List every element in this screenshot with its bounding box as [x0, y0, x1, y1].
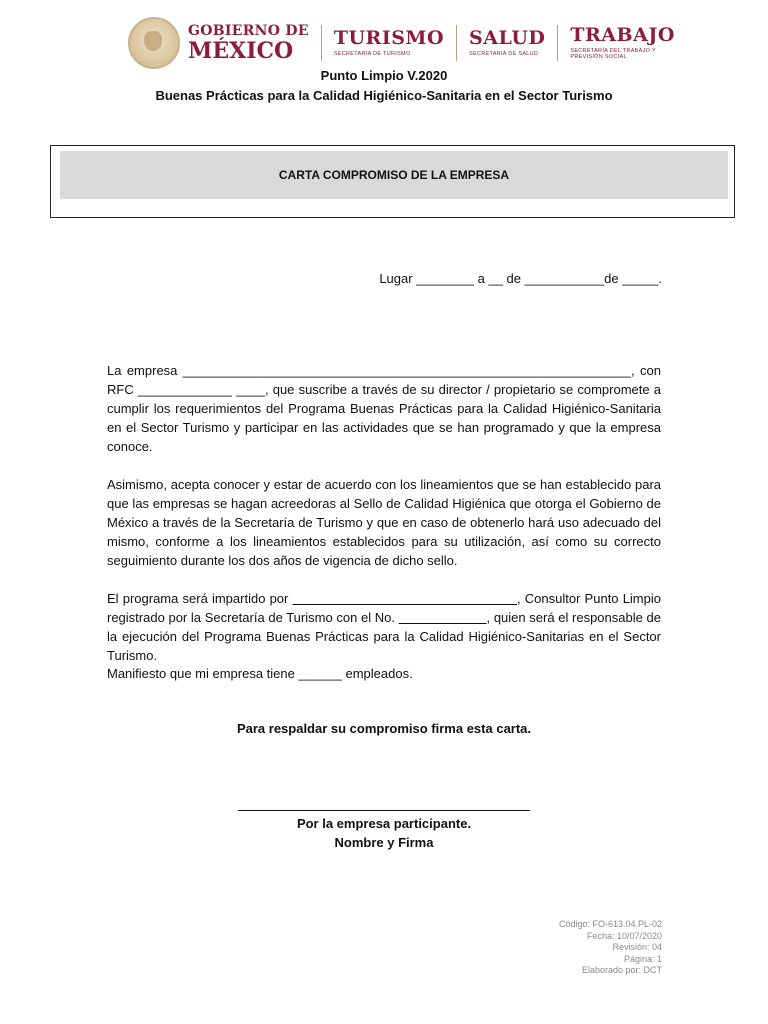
footer-elaborado: Elaborado por: DCT — [581, 965, 662, 975]
place-date-line: Lugar ________ a __ de ___________de _____. — [379, 271, 662, 286]
gobierno-line1: GOBIERNO DE — [188, 23, 309, 39]
document-subtitle: Buenas Prácticas para la Calidad Higiénico-Sanitaria en el Sector Turismo — [155, 88, 613, 103]
header-divider — [456, 25, 457, 61]
document-title: Punto Limpio V.2020 — [320, 68, 448, 83]
footer-revision: Revisión: 04 — [612, 942, 662, 952]
footer-codigo: Código: FO-613.04.PL-02 — [558, 919, 662, 929]
signature-caption: Por la empresa participante. — [296, 816, 472, 831]
registration-blank — [399, 610, 487, 625]
gobierno-logo — [188, 24, 309, 62]
paragraph-company: La empresa ______________________________________________________________, con RFC _____________ ____, que suscribe a través de su director / propietario se compromete a cumplir los requerimientos del Programa Buenas Prácticas para la Calidad Higiénico-Sanitaria en el Sector Turismo y participar en las actividades que se han programado y que la empresa conoce. — [107, 363, 661, 454]
salud-logo: SALUD SECRETARÍA DE SALUD — [469, 26, 546, 57]
trabajo-logo: TRABAJO SECRETARÍA DEL TRABAJO Y PREVISIÓN SOCIAL — [570, 23, 675, 60]
support-text: Para respaldar su compromiso firma esta carta. — [236, 721, 532, 736]
footer-fecha: Fecha: 10/07/2020 — [586, 930, 662, 941]
signature-line — [238, 810, 530, 811]
turismo-logo: TURISMO SECRETARÍA DE TURISMO — [333, 26, 445, 57]
paragraph-employees: Manifiesto que mi empresa tiene ______ empleados. — [107, 666, 413, 681]
signature-name-label: Nombre y Firma — [334, 835, 434, 850]
consultant-blank — [293, 591, 517, 606]
box-title: CARTA COMPROMISO DE LA EMPRESA — [60, 151, 728, 199]
paragraph-agreement: Asimismo, acepta conocer y estar de acuerdo con los lineamientos que se han establecido para que las empresas se hagan acreedoras al Sello de Calidad Higiénica que otorga el Gobierno de México a través de la Secretaría de Turismo y que en caso de obtenerlo hará uso adecuado del mismo, conforme a los lineamientos establecidos para su utilización, así como su correcto seguimiento durante los dos años de vigencia de dicho sello. — [107, 477, 661, 568]
header-divider — [321, 25, 322, 61]
mexico-seal-icon — [128, 17, 180, 69]
title-box — [50, 145, 735, 218]
gobierno-line2: MÉXICO — [188, 38, 294, 64]
document-footer — [559, 919, 662, 977]
paragraph-program: El programa será impartido por , Consultor Punto Limpio registrado por la Secretaría de Turismo con el No. , quien será el responsable de la ejecución del Programa Buenas Prácticas para la Calidad Higiénico-Sanitarias en el Sector Turismo. — [107, 591, 661, 663]
footer-pagina: Página: 1 — [623, 953, 662, 964]
header-divider — [557, 25, 558, 61]
government-header — [128, 16, 675, 70]
